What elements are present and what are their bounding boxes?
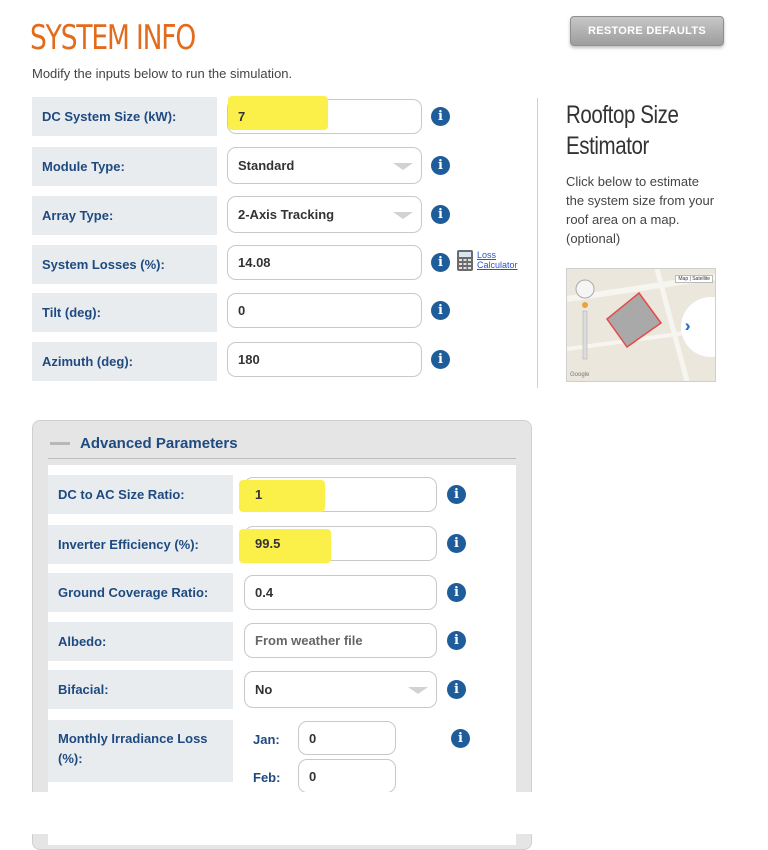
column-divider [537, 98, 538, 388]
feb-input[interactable]: 0 [298, 759, 396, 793]
info-icon[interactable]: i [447, 583, 466, 602]
info-icon[interactable]: i [431, 301, 450, 320]
info-icon[interactable]: i [447, 485, 466, 504]
collapse-icon[interactable] [50, 442, 70, 445]
ground-coverage-label: Ground Coverage Ratio: [48, 573, 233, 612]
advanced-parameters-title[interactable]: Advanced Parameters [80, 435, 238, 452]
feb-label: Feb: [253, 770, 281, 785]
dc-ac-ratio-label: DC to AC Size Ratio: [48, 475, 233, 514]
module-type-value: Standard [238, 158, 295, 173]
advanced-divider [48, 458, 516, 459]
azimuth-label: Azimuth (deg): [32, 342, 217, 381]
monthly-irradiance-label: Monthly Irradiance Loss (%): [48, 720, 233, 782]
albedo-input[interactable]: From weather file [244, 623, 437, 658]
estimator-title: Rooftop Size Estimator [566, 101, 679, 160]
bifacial-select[interactable] [244, 671, 437, 708]
array-type-value: 2-Axis Tracking [238, 207, 335, 222]
info-icon[interactable]: i [451, 729, 470, 748]
info-icon[interactable]: i [447, 534, 466, 553]
info-icon[interactable]: i [431, 350, 450, 369]
info-icon[interactable]: i [431, 253, 450, 272]
rooftop-map-thumbnail[interactable] [566, 268, 716, 382]
map-attribution: Google [570, 372, 590, 378]
info-icon[interactable]: i [447, 680, 466, 699]
system-losses-label: System Losses (%): [32, 245, 217, 284]
module-type-select[interactable] [227, 147, 422, 184]
info-icon[interactable]: i [431, 107, 450, 126]
ground-coverage-input[interactable]: 0.4 [244, 575, 437, 610]
restore-defaults-button[interactable]: RESTORE DEFAULTS [570, 16, 724, 46]
chevron-down-icon [408, 687, 428, 694]
module-type-label: Module Type: [32, 147, 217, 186]
albedo-label: Albedo: [48, 622, 233, 661]
system-losses-input[interactable]: 14.08 [227, 245, 422, 280]
bifacial-value: No [255, 682, 273, 697]
inverter-efficiency-input[interactable] [244, 526, 437, 561]
bifacial-label: Bifacial: [48, 670, 233, 709]
inverter-efficiency-label: Inverter Efficiency (%): [48, 525, 233, 564]
dc-system-size-value: 7 [238, 109, 246, 124]
dc-system-size-input[interactable] [227, 99, 422, 134]
estimator-text: Click below to estimate the system size from your roof area on a map. (optional) [566, 174, 715, 246]
array-type-select[interactable] [227, 196, 422, 233]
info-icon[interactable]: i [431, 156, 450, 175]
map-type-toggle[interactable]: Map | Satellite [675, 275, 713, 283]
chevron-down-icon [393, 163, 413, 170]
azimuth-input[interactable]: 180 [227, 342, 422, 377]
loss-calculator-link[interactable]: Loss Calculator [477, 250, 518, 270]
page-subtitle: Modify the inputs below to run the simulation. [32, 66, 293, 81]
calculator-icon[interactable] [457, 250, 473, 271]
dc-system-size-label: DC System Size (kW): [32, 97, 217, 136]
info-icon[interactable]: i [447, 631, 466, 650]
page-bottom [0, 792, 768, 834]
jan-label: Jan: [253, 732, 280, 747]
info-icon[interactable]: i [431, 205, 450, 224]
page-title: SYSTEM INFO [30, 18, 196, 58]
jan-input[interactable]: 0 [298, 721, 396, 755]
tilt-input[interactable]: 0 [227, 293, 422, 328]
tilt-label: Tilt (deg): [32, 293, 217, 332]
inverter-efficiency-value: 99.5 [255, 536, 281, 551]
dc-ac-ratio-input[interactable] [244, 477, 437, 512]
chevron-down-icon [393, 212, 413, 219]
dc-ac-ratio-value: 1 [255, 487, 263, 502]
array-type-label: Array Type: [32, 196, 217, 235]
